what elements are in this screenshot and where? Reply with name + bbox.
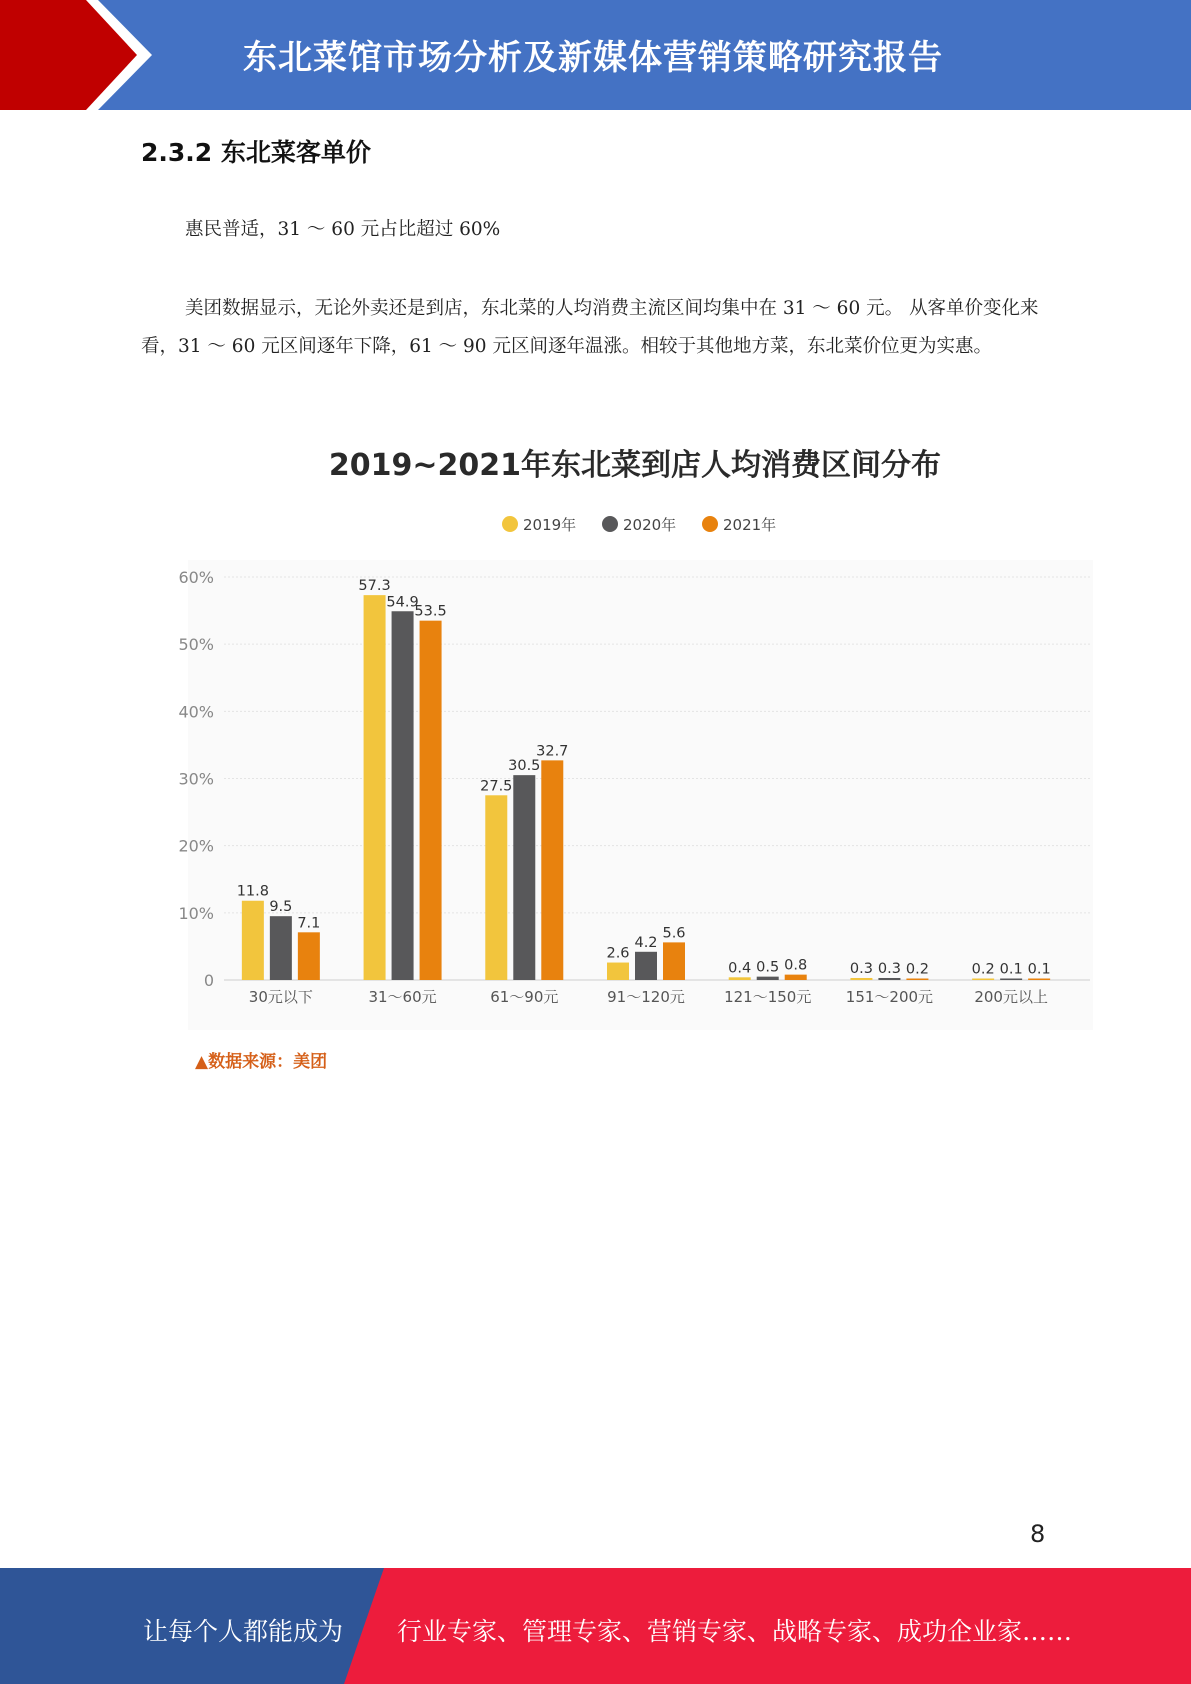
bar <box>364 595 386 980</box>
bar-value-label: 0.4 <box>728 960 752 977</box>
bar <box>392 611 414 980</box>
bar-chart <box>170 440 1100 1080</box>
legend-marker-3 <box>702 516 718 532</box>
legend-label-1: 2019年 <box>523 516 577 534</box>
x-tick-label: 61～90元 <box>490 988 559 1006</box>
bar-chart-svg <box>170 440 1100 1040</box>
bar-value-label: 9.5 <box>269 899 293 916</box>
bar <box>298 932 320 980</box>
x-tick-label: 121～150元 <box>724 988 812 1006</box>
bar <box>635 952 657 980</box>
bar <box>785 975 807 980</box>
legend-marker-2 <box>602 516 618 532</box>
bar <box>1000 979 1022 981</box>
legend-label-3: 2021年 <box>723 516 777 534</box>
header-banner <box>0 0 1191 110</box>
x-tick-label: 30元以下 <box>248 988 313 1006</box>
bar <box>420 621 442 980</box>
page-number: 8 <box>1030 1520 1046 1548</box>
bar-value-label: 0.2 <box>905 961 929 978</box>
bar <box>513 775 535 980</box>
data-source-note: ▲数据来源：美团 <box>195 1052 328 1072</box>
y-tick-label: 50% <box>178 635 214 655</box>
bar-value-label: 32.7 <box>536 743 569 760</box>
bar-value-label: 11.8 <box>236 883 270 900</box>
bar-value-label: 53.5 <box>414 603 447 620</box>
bar-value-label: 4.2 <box>634 934 658 951</box>
bar-value-label: 2.6 <box>606 945 630 962</box>
y-tick-label: 60% <box>178 568 214 587</box>
footer-slogan-left: 让每个人都能成为 <box>143 1617 344 1646</box>
bar-value-label: 5.6 <box>662 925 686 942</box>
bar <box>878 978 900 980</box>
footer-banner <box>0 1568 1191 1684</box>
x-tick-label: 151～200元 <box>845 988 934 1006</box>
bar-value-label: 0.2 <box>971 961 995 978</box>
bar <box>270 916 292 980</box>
paragraph-summary: 惠民普适，31 ～ 60 元占比超过 60% <box>185 219 501 240</box>
bar <box>663 942 685 980</box>
bar-value-label: 0.1 <box>1027 961 1051 978</box>
bar-value-label: 7.1 <box>297 915 321 932</box>
bar-value-label: 30.5 <box>508 758 541 775</box>
bar-value-label: 0.3 <box>877 960 901 977</box>
bar <box>972 979 994 981</box>
report-title: 东北菜馆市场分析及新媒体营销策略研究报告 <box>243 38 943 78</box>
bar <box>729 977 751 980</box>
bar-value-label: 0.8 <box>784 957 808 974</box>
footer-slogan-right: 行业专家、管理专家、营销专家、战略专家、成功企业家…… <box>397 1617 1073 1646</box>
y-tick-label: 10% <box>178 903 214 923</box>
y-tick-label: 30% <box>178 769 214 789</box>
chart-title: 2019~2021年东北菜到店人均消费区间分布 <box>328 448 942 483</box>
bar <box>541 760 563 980</box>
paragraph-analysis: 美团数据显示，无论外卖还是到店，东北菜的人均消费主流区间均集中在 31 ～ 60 元。 从客单价变化来看，31 ～ 60 元区间逐年下降，61 ～ 90 元区间逐年温涨。相较于其他地方菜，东北菜价位更为实惠。 <box>141 298 1039 357</box>
y-tick-label: 20% <box>178 836 214 856</box>
x-tick-label: 91～120元 <box>607 988 685 1006</box>
bar <box>850 978 872 980</box>
bar <box>242 901 264 980</box>
legend-marker-1 <box>502 516 518 532</box>
y-tick-label: 40% <box>178 702 214 722</box>
bar <box>757 977 779 980</box>
bar <box>1028 979 1050 981</box>
bar-value-label: 57.3 <box>358 578 391 595</box>
x-tick-label: 31～60元 <box>368 988 437 1006</box>
y-tick-label: 0 <box>203 971 214 990</box>
legend-label-2: 2020年 <box>623 516 677 534</box>
x-tick-label: 200元以上 <box>974 988 1048 1006</box>
bar-value-label: 0.3 <box>849 960 873 977</box>
bar-value-label: 0.1 <box>999 961 1023 978</box>
bar <box>906 979 928 981</box>
bar <box>485 795 507 980</box>
bar-value-label: 27.5 <box>480 778 513 795</box>
bar <box>607 963 629 980</box>
section-heading: 2.3.2 东北菜客单价 <box>141 138 371 167</box>
bar-value-label: 0.5 <box>756 959 780 976</box>
bar-value-label: 54.9 <box>386 594 419 611</box>
